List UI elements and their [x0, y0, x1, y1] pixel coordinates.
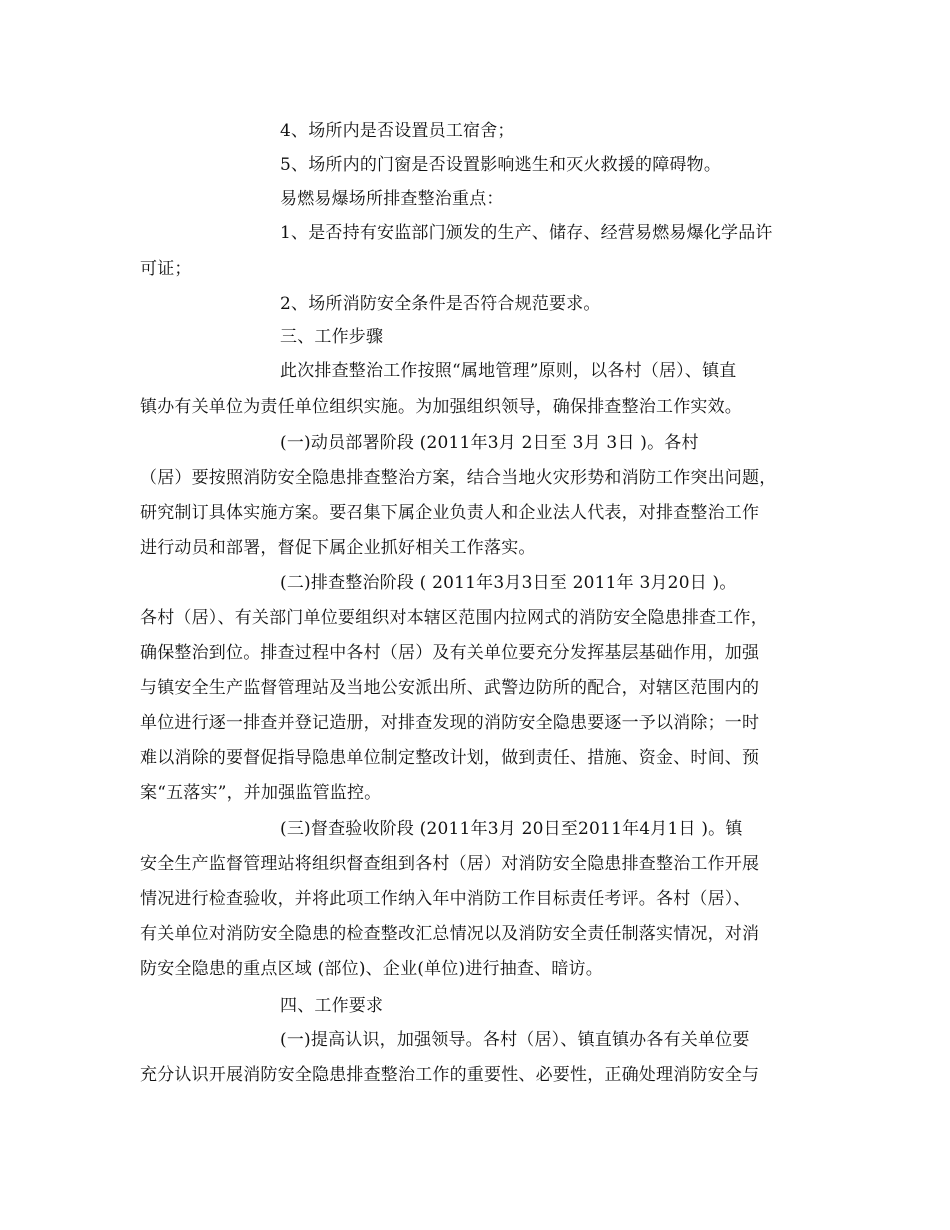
- text-line: 2、场所消防安全条件是否符合规范要求。: [280, 294, 601, 314]
- text-line: 1、是否持有安监部门颁发的生产、储存、经营易燃易爆化学品许: [280, 223, 773, 243]
- text-line: 充分认识开展消防安全隐患排查整治工作的重要性、必要性，正确处理消防安全与: [140, 1065, 760, 1085]
- text-line: 情况进行检查验收，并将此项工作纳入年中消防工作目标责任考评。各村（居）、: [140, 889, 751, 909]
- text-line: 防安全隐患的重点区域 (部位)、企业(单位)进行抽查、暗访。: [140, 959, 603, 979]
- text-line: 确保整治到位。排查过程中各村（居）及有关单位要充分发挥基层基础作用，加强: [140, 643, 760, 663]
- text-line: 各村（居）、有关部门单位要组织对本辖区范围内拉网式的消防安全隐患排查工作，: [140, 608, 768, 628]
- text-line: （居）要按照消防安全隐患排查整治方案，结合当地火灾形势和消防工作突出问题，: [140, 468, 777, 488]
- text-line: 单位进行逐一排查并登记造册，对排查发现的消防安全隐患要逐一予以消除；一时: [140, 713, 760, 733]
- text-line: 4、场所内是否设置员工宿舍；: [280, 121, 515, 141]
- section-heading: 四、工作要求: [280, 996, 384, 1016]
- section-heading: 三、工作步骤: [280, 327, 384, 347]
- text-line: 有关单位对消防安全隐患的检查整改汇总情况以及消防安全责任制落实情况，对消: [140, 924, 760, 944]
- text-line: 与镇安全生产监督管理站及当地公安派出所、武警边防所的配合，对辖区范围内的: [140, 678, 760, 698]
- text-line: 案“五落实”，并加强监管监控。: [140, 783, 382, 803]
- text-line: 易燃易爆场所排查整治重点：: [280, 189, 504, 209]
- text-line: 难以消除的要督促指导隐患单位制定整改计划，做到责任、措施、资金、时间、预: [140, 748, 760, 768]
- text-line: (一)动员部署阶段 (2011年3月 2日至 3月 3日 )。各村: [280, 433, 699, 453]
- text-line: 此次排查整治工作按照“属地管理”原则，以各村（居）、镇直: [280, 361, 737, 381]
- text-line: 进行动员和部署，督促下属企业抓好相关工作落实。: [140, 538, 536, 558]
- text-line: 镇办有关单位为责任单位组织实施。为加强组织领导，确保排查整治工作实效。: [140, 397, 742, 417]
- text-line: 可证；: [140, 259, 192, 279]
- text-line: 安全生产监督管理站将组织督查组到各村（居）对消防安全隐患排查整治工作开展: [140, 854, 760, 874]
- text-line: 研究制订具体实施方案。要召集下属企业负责人和企业法人代表，对排查整治工作: [140, 503, 760, 523]
- text-line: (三)督查验收阶段 (2011年3月 20日至2011年4月1日 )。镇: [280, 819, 743, 839]
- text-line: (二)排查整治阶段 ( 2011年3月3日至 2011年 3月20日 )。: [280, 573, 737, 593]
- text-line: 5、场所内的门窗是否设置影响逃生和灭火救援的障碍物。: [280, 155, 722, 175]
- text-line: (一)提高认识，加强领导。各村（居）、镇直镇办各有关单位要: [280, 1030, 750, 1050]
